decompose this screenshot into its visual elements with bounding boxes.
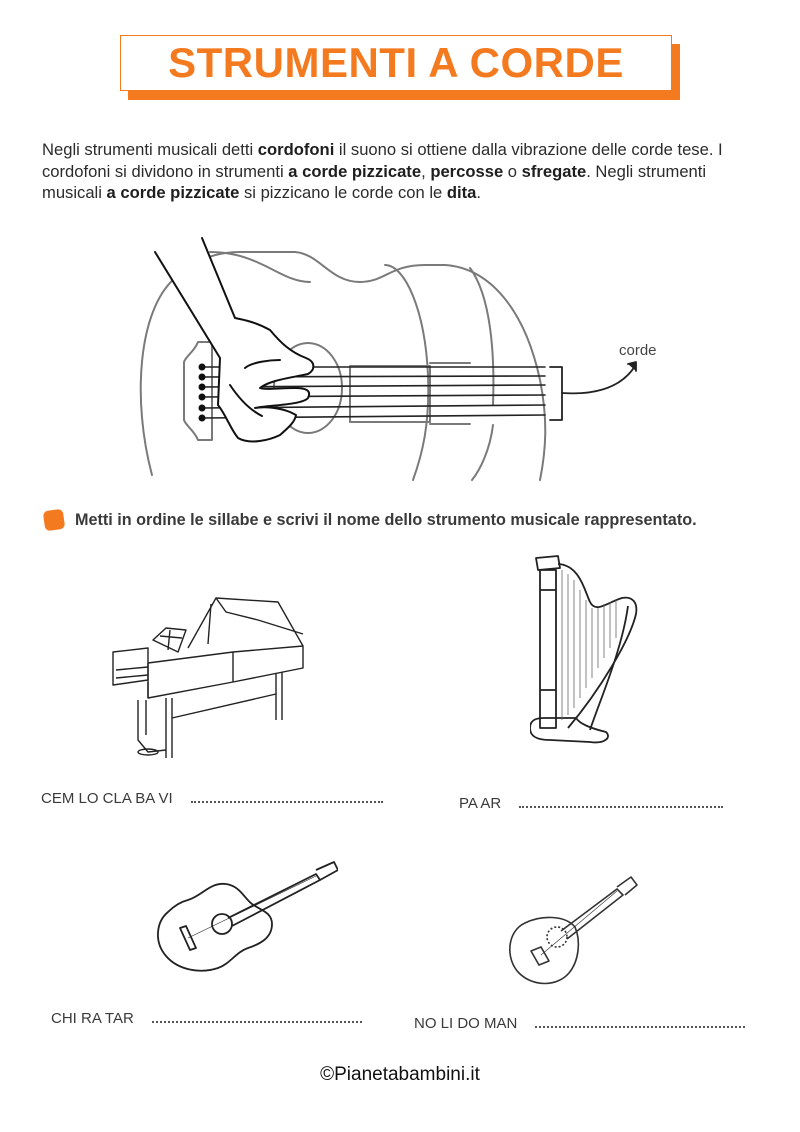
syllables: PA AR	[459, 795, 502, 812]
intro-bold-term: dita	[446, 183, 477, 202]
answer-field[interactable]	[535, 1026, 745, 1028]
intro-text: Negli strumenti musicali detti	[42, 140, 258, 159]
intro-bold-term: a corde pizzicate	[106, 183, 240, 202]
bullet-icon	[43, 509, 66, 532]
exercise-item-4	[414, 1015, 745, 1032]
syllables: CHI RA TAR	[51, 1010, 134, 1027]
intro-paragraph	[42, 139, 762, 204]
exercise-item-1	[41, 790, 383, 807]
diagram-label: corde	[619, 342, 657, 359]
intro-bold-term: sfregate	[521, 161, 587, 181]
intro-text: ,	[421, 161, 431, 181]
harpsichord-icon	[108, 590, 308, 762]
answer-field[interactable]	[191, 801, 383, 803]
copyright-footer: ©Pianetabambini.it	[320, 1064, 480, 1085]
exercise-item-2	[459, 795, 723, 812]
instruction-text: Metti in ordine le sillabe e scrivi il nome dello strumento musicale rappresentato.	[75, 511, 697, 529]
intro-text: il suono si ottiene dalla vibrazione delle corde tese. I cordofoni si dividono in strumenti	[42, 140, 723, 181]
exercise-item-3	[51, 1010, 362, 1027]
page-title: STRUMENTI A CORDE	[168, 39, 624, 86]
guitar-icon	[148, 856, 338, 981]
intro-bold-term: cordofoni	[257, 140, 335, 159]
intro-text: o	[503, 161, 522, 181]
intro-bold-term: a corde pizzicate	[288, 161, 422, 181]
title-box	[120, 35, 672, 91]
intro-text: si pizzicano le corde con le	[239, 183, 447, 202]
intro-text: . Negli strumenti musicali	[42, 161, 707, 202]
answer-field[interactable]	[519, 806, 723, 808]
answer-field[interactable]	[152, 1021, 362, 1023]
intro-bold-term: percosse	[430, 161, 504, 181]
intro-text: .	[476, 183, 482, 202]
guitar-strumming-diagram	[130, 230, 690, 485]
syllables: CEM LO CLA BA VI	[41, 790, 173, 807]
mandolin-icon	[505, 875, 640, 990]
harp-icon	[530, 550, 640, 745]
syllables: NO LI DO MAN	[414, 1015, 518, 1032]
